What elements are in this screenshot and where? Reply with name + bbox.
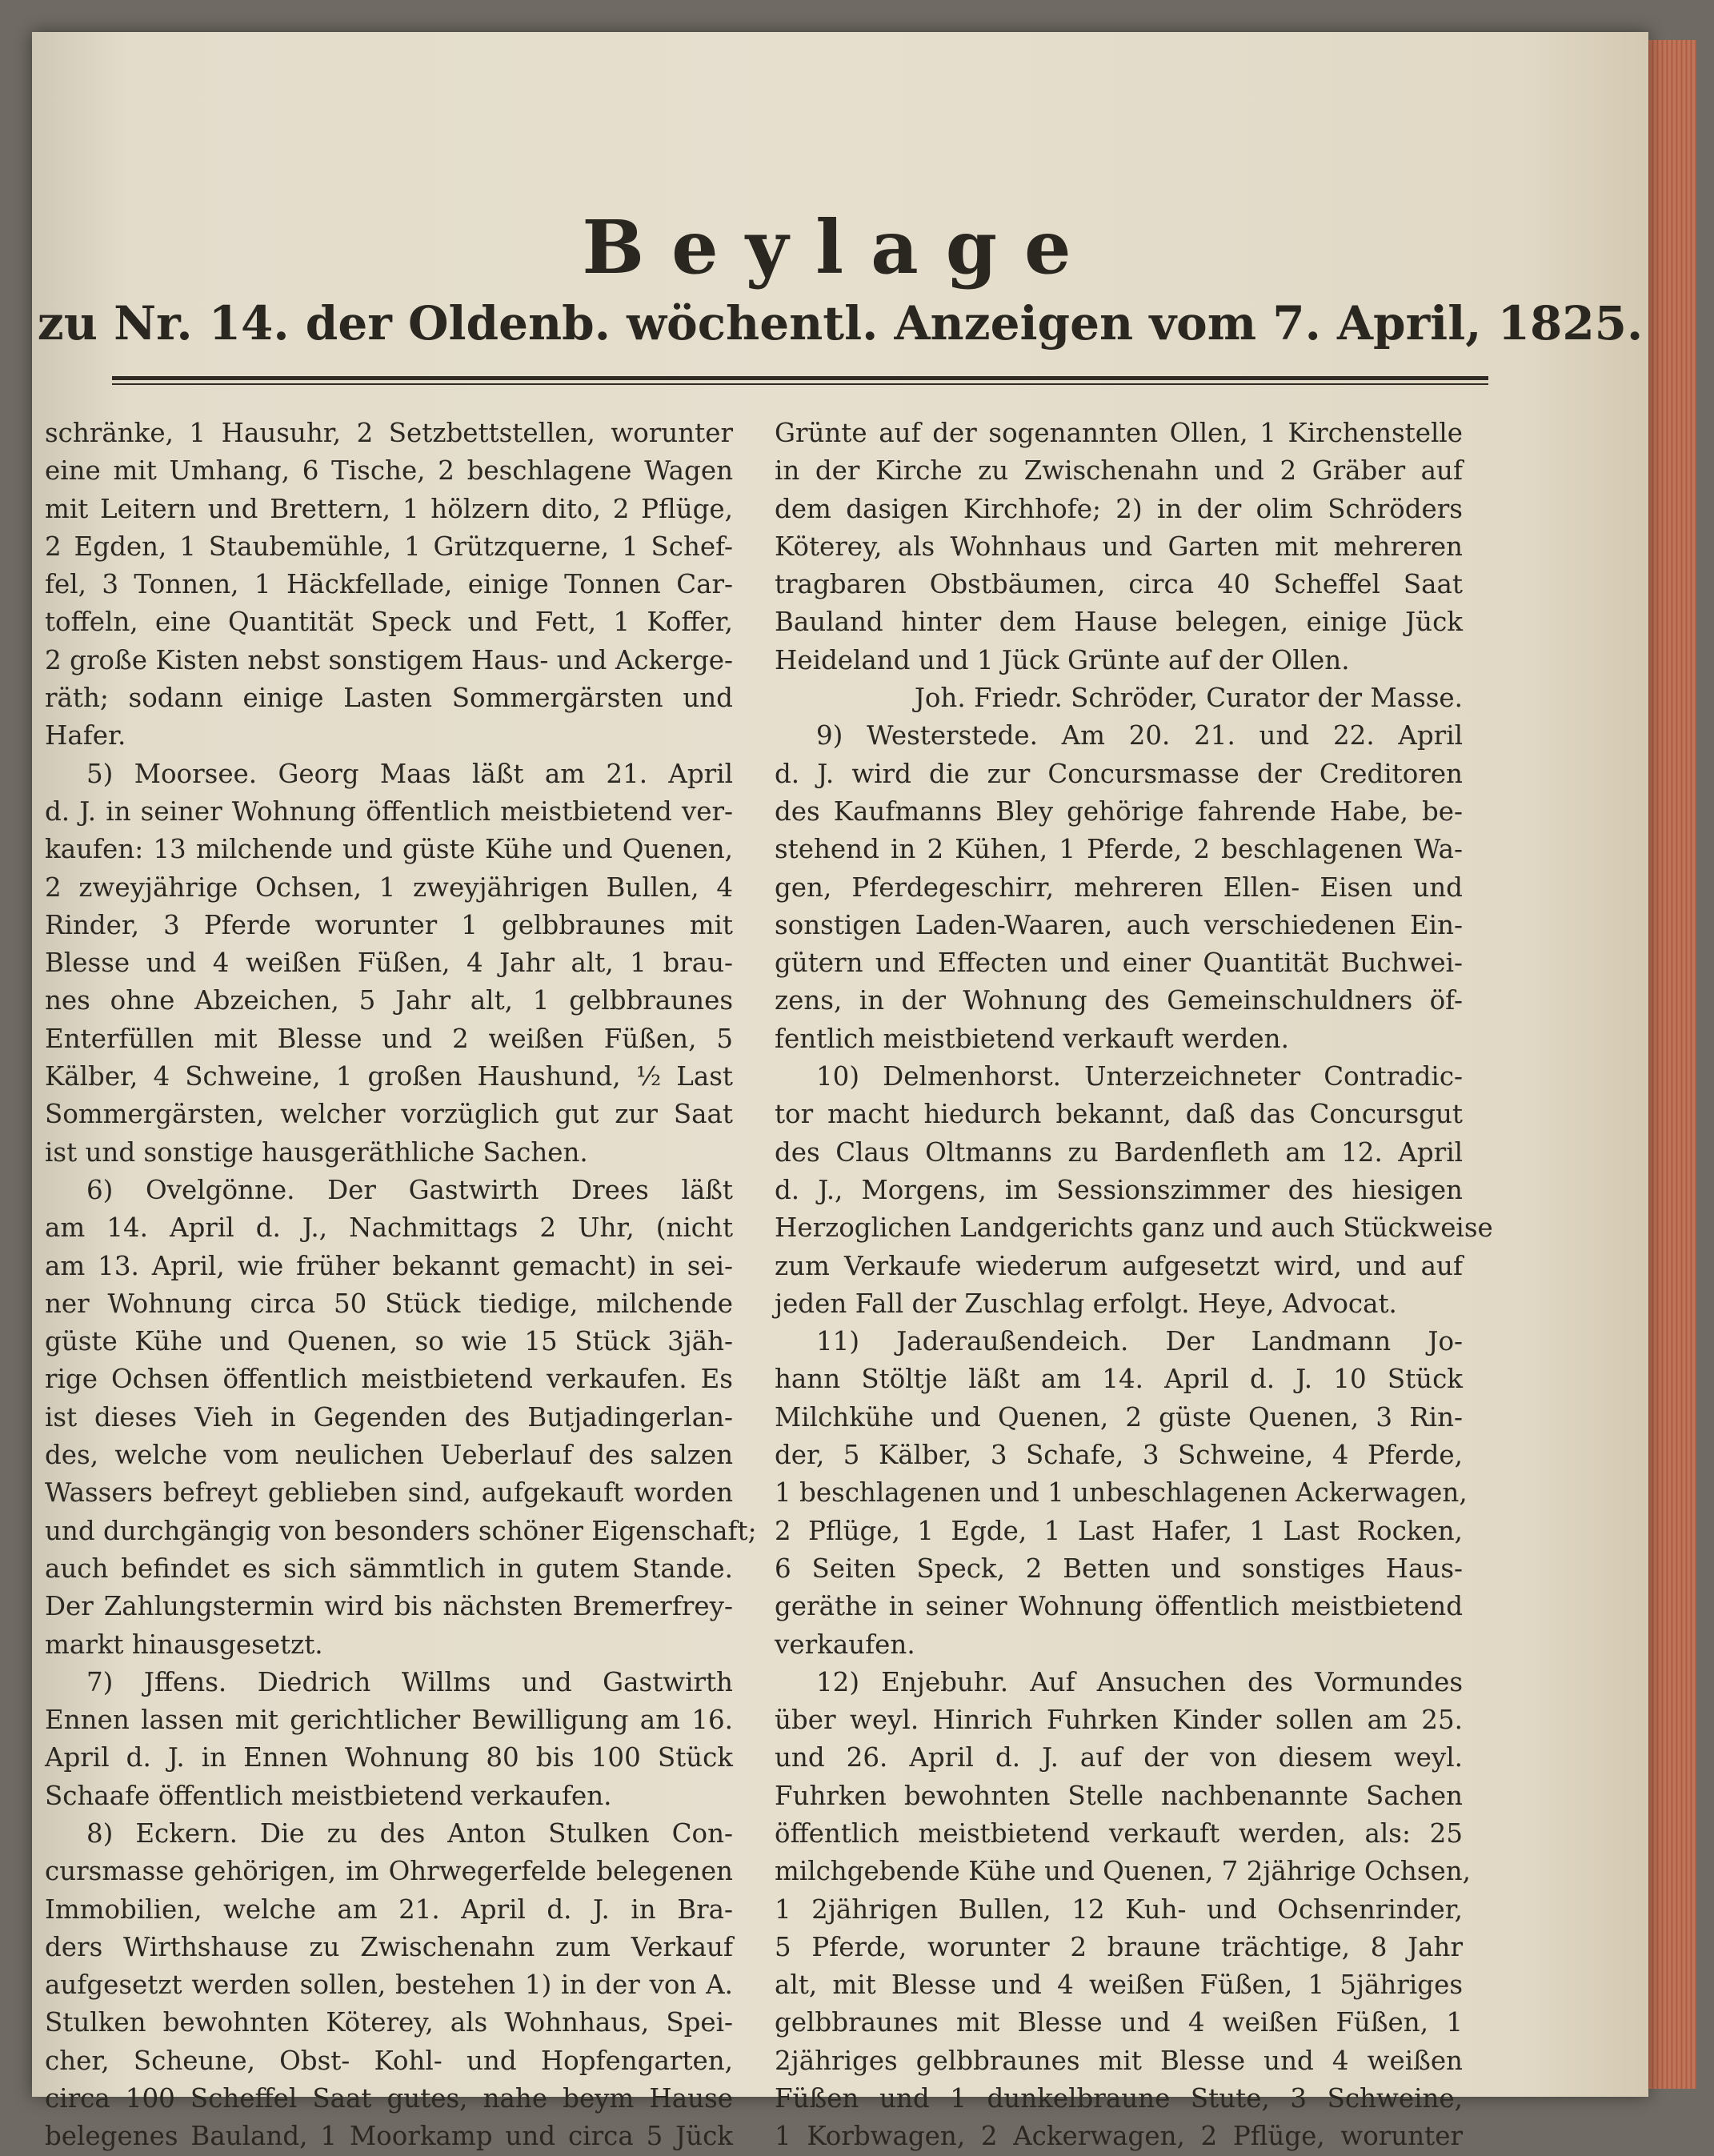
text-line: 10) Delmenhorst. Unterzeichneter Contradic- <box>816 1061 1463 1092</box>
text-line: Grünte auf der sogenannten Ollen, 1 Kirchenstelle <box>775 418 1463 448</box>
text-line: des Claus Oltmanns zu Bardenfleth am 12. April <box>775 1136 1463 1168</box>
header-rule <box>112 376 1488 385</box>
book-page-edge <box>1648 40 1696 2089</box>
text-line: zens, in der Wohnung des Gemeinschuldners öf- <box>775 985 1463 1016</box>
text-line: schränke, 1 Hausuhr, 2 Setzbettstellen, worunter <box>45 418 733 448</box>
text-line: in der Kirche zu Zwischenahn und 2 Gräber auf <box>775 455 1463 487</box>
text-line: güste Kühe und Quenen, so wie 15 Stück 3jäh- <box>45 1326 733 1357</box>
newspaper-page <box>32 32 1648 2152</box>
text-line: aufgesetzt werden sollen, bestehen 1) in der von A. <box>45 1970 733 2001</box>
text-line: 2 große Kisten nebst sonstigem Haus- und Ackerge- <box>45 644 733 675</box>
text-line: gen, Pferdegeschirr, mehreren Ellen- Eisen und <box>775 872 1463 903</box>
text-line: Bauland hinter dem Hause belegen, einige Jück <box>775 607 1463 638</box>
text-line: 1 Korbwagen, 2 Ackerwagen, 2 Pflüge, worunter <box>775 2121 1463 2152</box>
text-line: zum Verkaufe wiederum aufgesetzt wird, und auf <box>775 1250 1463 1281</box>
text-line: auch befindet es sich sämmtlich in gutem Stande. <box>45 1553 733 1584</box>
text-line: April d. J. in Ennen Wohnung 80 bis 100 Stück <box>45 1742 733 1773</box>
text-line: cher, Scheune, Obst- Kohl- und Hopfengarten, <box>45 2045 733 2076</box>
text-line: ders Wirthshause zu Zwischenahn zum Verkauf <box>45 1931 733 1962</box>
text-line: 2 zweyjährige Ochsen, 1 zweyjährigen Bullen, 4 <box>45 872 733 903</box>
text-line: Enterfüllen mit Blesse und 2 weißen Füßen, 5 <box>45 1023 733 1054</box>
text-line: Immobilien, welche am 21. April d. J. in Bra- <box>45 1894 733 1925</box>
text-line: kaufen: 13 milchende und güste Kühe und Quenen, <box>45 834 733 865</box>
text-line: tragbaren Obstbäumen, circa 40 Scheffel Saat <box>775 569 1463 600</box>
text-line: Sommergärsten, welcher vorzüglich gut zur Saat <box>45 1099 733 1130</box>
text-line: fel, 3 Tonnen, 1 Häckfellade, einige Tonnen Car- <box>45 569 733 600</box>
text-line: über weyl. Hinrich Fuhrken Kinder sollen am 25. <box>775 1705 1463 1736</box>
text-line: Füßen und 1 dunkelbraune Stute, 3 Schweine, <box>775 2083 1463 2114</box>
text-line: des, welche vom neulichen Ueberlauf des salzen <box>45 1440 733 1471</box>
text-line: tor macht hiedurch bekannt, daß das Concursgut <box>775 1099 1463 1130</box>
text-line: gelbbraunes mit Blesse und 4 weißen Füßen, 1 <box>775 2007 1463 2038</box>
text-line: Köterey, als Wohnhaus und Garten mit mehreren <box>775 531 1463 562</box>
text-line: Joh. Friedr. Schröder, Curator der Masse. <box>914 683 1463 714</box>
text-line: d. J. wird die zur Concursmasse der Creditoren <box>775 758 1463 789</box>
text-line: rige Ochsen öffentlich meistbietend verkaufen. Es <box>45 1364 733 1395</box>
text-line: am 13. April, wie früher bekannt gemacht) in sei- <box>45 1250 733 1281</box>
text-line: 6 Seiten Speck, 2 Betten und sonstiges Haus- <box>775 1553 1463 1584</box>
text-line: 12) Enjebuhr. Auf Ansuchen des Vormundes <box>816 1666 1463 1697</box>
text-line: Kälber, 4 Schweine, 1 großen Haushund, ½ Last <box>45 1061 733 1092</box>
text-line: 2 Pflüge, 1 Egde, 1 Last Hafer, 1 Last Rocken, <box>775 1515 1463 1546</box>
text-line: nes ohne Abzeichen, 5 Jahr alt, 1 gelbbraunes <box>45 985 733 1016</box>
text-line: 8) Eckern. Die zu des Anton Stulken Con- <box>86 1817 733 1849</box>
text-line: circa 100 Scheffel Saat gutes, nahe beym Hause <box>45 2083 733 2114</box>
text-line: d. J. in seiner Wohnung öffentlich meistbietend ver- <box>45 795 733 827</box>
text-line: Rinder, 3 Pferde worunter 1 gelbbraunes mit <box>45 909 733 940</box>
text-line: ist und sonstige hausgeräthliche Sachen. <box>45 1136 588 1168</box>
text-line: hann Stöltje läßt am 14. April d. J. 10 Stück <box>775 1364 1463 1395</box>
text-line: dem dasigen Kirchhofe; 2) in der olim Schröders <box>775 493 1463 524</box>
text-line: und 26. April d. J. auf der von diesem weyl. <box>775 1742 1463 1773</box>
text-line: der, 5 Kälber, 3 Schafe, 3 Schweine, 4 Pferde, <box>775 1440 1463 1471</box>
text-line: Milchkühe und Quenen, 2 güste Quenen, 3 Rin- <box>775 1401 1463 1433</box>
text-line: stehend in 2 Kühen, 1 Pferde, 2 beschlagenen Wa- <box>775 834 1463 865</box>
text-line: 1 2jährigen Bullen, 12 Kuh- und Ochsenrinder, <box>775 1894 1463 1925</box>
text-line: 2jähriges gelbbraunes mit Blesse und 4 weißen <box>775 2045 1463 2076</box>
text-line: Ennen lassen mit gerichtlicher Bewilligung am 16. <box>45 1705 733 1736</box>
text-line: verkaufen. <box>775 1629 915 1660</box>
text-line: Fuhrken bewohnten Stelle nachbenannte Sachen <box>775 1780 1463 1811</box>
text-line: fentlich meistbietend verkauft werden. <box>775 1023 1289 1054</box>
text-line: eine mit Umhang, 6 Tische, 2 beschlagene Wagen <box>45 455 733 487</box>
text-line: sonstigen Laden-Waaren, auch verschiedenen Ein- <box>775 909 1463 940</box>
text-line: Herzoglichen Landgerichts ganz und auch Stückweise <box>775 1212 1493 1244</box>
text-line: 7) Jffens. Diedrich Willms und Gastwirth <box>86 1666 733 1697</box>
text-line: 5) Moorsee. Georg Maas läßt am 21. April <box>86 758 733 789</box>
text-line: Hafer. <box>45 720 126 751</box>
text-line: 1 beschlagenen und 1 unbeschlagenen Ackerwagen, <box>775 1477 1468 1509</box>
text-line: markt hinausgesetzt. <box>45 1629 323 1660</box>
right-column <box>775 415 1493 2156</box>
text-line: d. J., Morgens, im Sessionszimmer des hiesigen <box>775 1174 1463 1205</box>
text-line: mit Leitern und Brettern, 1 hölzern dito, 2 Pflüge, <box>45 493 733 524</box>
text-line: 6) Ovelgönne. Der Gastwirth Drees läßt <box>86 1174 733 1205</box>
text-line: am 14. April d. J., Nachmittags 2 Uhr, (nicht <box>45 1212 733 1244</box>
text-line: und durchgängig von besonders schöner Eigenschaft; <box>45 1515 757 1546</box>
text-line: Blesse und 4 weißen Füßen, 4 Jahr alt, 1 brau- <box>45 948 733 979</box>
text-line: räth; sodann einige Lasten Sommergärsten und <box>45 683 733 714</box>
text-line: Heideland und 1 Jück Grünte auf der Ollen. <box>775 644 1350 675</box>
text-line: jeden Fall der Zuschlag erfolgt. Heye, Advocat. <box>775 1288 1397 1319</box>
text-line: 9) Westerstede. Am 20. 21. und 22. April <box>816 720 1463 751</box>
text-line: cursmasse gehörigen, im Ohrwegerfelde belegenen <box>45 1856 733 1887</box>
text-line: toffeln, eine Quantität Speck und Fett, 1 Koffer, <box>45 607 733 638</box>
text-line: Stulken bewohnten Köterey, als Wohnhaus, Spei- <box>45 2007 733 2038</box>
text-line: 5 Pferde, worunter 2 braune trächtige, 8 Jahr <box>775 1931 1463 1962</box>
left-column <box>45 415 757 2156</box>
text-line: 11) Jaderaußendeich. Der Landmann Jo- <box>816 1326 1463 1357</box>
page-title: Beylage <box>582 204 1099 291</box>
page-subtitle: zu Nr. 14. der Oldenb. wöchentl. Anzeigen vom 7. April, 1825. <box>37 296 1644 351</box>
text-line: öffentlich meistbietend verkauft werden, als: 25 <box>775 1817 1463 1849</box>
text-line: alt, mit Blesse und 4 weißen Füßen, 1 5jähriges <box>775 1970 1463 2001</box>
text-line: des Kaufmanns Bley gehörige fahrende Habe, be- <box>775 795 1463 827</box>
text-line: Der Zahlungstermin wird bis nächsten Bremerfrey- <box>45 1591 733 1622</box>
text-line: 2 Egden, 1 Staubemühle, 1 Grützquerne, 1 Schef- <box>45 531 733 562</box>
text-line: Schaafe öffentlich meistbietend verkaufen. <box>45 1780 612 1811</box>
text-line: ist dieses Vieh in Gegenden des Butjadingerlan- <box>45 1401 733 1433</box>
text-line: gütern und Effecten und einer Quantität Buchwei- <box>775 948 1463 979</box>
text-line: belegenes Bauland, 1 Moorkamp und circa 5 Jück <box>45 2121 733 2152</box>
text-line: Wassers befreyt geblieben sind, aufgekauft worden <box>45 1477 733 1509</box>
text-line: geräthe in seiner Wohnung öffentlich meistbietend <box>775 1591 1463 1622</box>
text-line: ner Wohnung circa 50 Stück tiedige, milchende <box>45 1288 733 1319</box>
text-line: milchgebende Kühe und Quenen, 7 2jährige Ochsen, <box>775 1856 1471 1887</box>
